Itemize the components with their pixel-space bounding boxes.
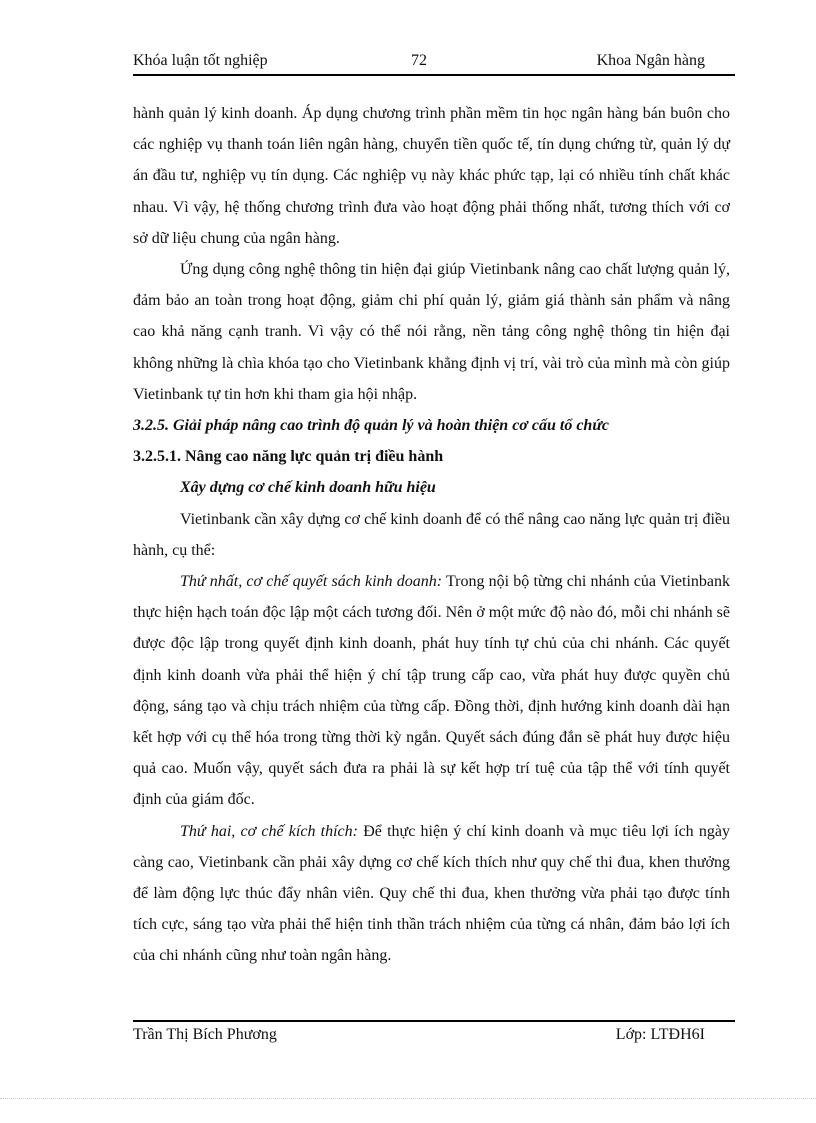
paragraph-4-lead: Thứ nhất, cơ chế quyết sách kinh doanh: xyxy=(180,573,443,591)
paragraph-2: Ứng dụng công nghệ thông tin hiện đại giúp Vietinbank nâng cao chất lượng quản lý, đảm bảo an toàn trong hoạt động, giảm chi phí quản lý, giảm giá thành sản phẩm và nâng cao khả năng cạnh tranh. Vì vậy có thể nói rằng, nền tảng công nghệ thông tin hiện đại không những là chìa khóa tạo cho Vietinbank khẳng định vị trí, vài trò của mình mà còn giúp Vietinbank tự tin hơn khi tham gia hội nhập. xyxy=(133,261,730,403)
section-heading-3-2-5: 3.2.5. Giải pháp nâng cao trình độ quản lý và hoàn thiện cơ cấu tổ chức xyxy=(133,417,610,435)
section-heading-3-2-5-1: 3.2.5.1. Nâng cao năng lực quản trị điều hành xyxy=(133,448,444,466)
page-boundary-divider xyxy=(0,1098,816,1099)
page-body xyxy=(133,98,730,972)
paragraph-5 xyxy=(133,816,730,972)
paragraph-5-text: Để thực hiện ý chí kinh doanh và mục tiêu lợi ích ngày càng cao, Vietinbank cần phải xây dựng cơ chế kích thích như quy chế thi đua, khen thưởng để làm động lực thúc đẩy nhân viên. Quy chế thi đua, khen thưởng vừa phải tạo được tính tích cực, sáng tạo vừa phải thể hiện tinh thần trách nhiệm của từng cá nhân, đảm bảo lợi ích của chi nhánh cũng như toàn ngân hàng. xyxy=(133,822,730,965)
paragraph-5-lead: Thứ hai, cơ chế kích thích: xyxy=(180,822,358,840)
paragraph-1: hành quản lý kinh doanh. Áp dụng chương trình phần mềm tin học ngân hàng bán buôn cho các nghiệp vụ thanh toán liên ngân hàng, chuyển tiền quốc tế, tín dụng chứng từ, quản lý dự án đầu tư, nghiệp vụ tín dụng. Các nghiệp vụ này khác phức tạp, lại có nhiều tính chất khác nhau. Vì vậy, hệ thống chương trình đưa vào hoạt động phải thống nhất, tương thích với cơ sở dữ liệu chung của ngân hàng. xyxy=(133,105,730,247)
paragraph-3: Vietinbank cần xây dựng cơ chế kinh doanh để có thể nâng cao năng lực quản trị điều hành, cụ thể: xyxy=(133,510,730,559)
page-header xyxy=(133,50,735,76)
paragraph-4 xyxy=(133,566,730,816)
footer-author: Trần Thị Bích Phương xyxy=(133,1026,277,1043)
paragraph-4-text: Trong nội bộ từng chi nhánh của Vietinbank thực hiện hạch toán độc lập một cách tương đối. Nên ở một mức độ nào đó, mỗi chi nhánh sẽ được độc lập trong quyết định kinh doanh, phát huy tính tự chủ của chi nhánh. Các quyết định kinh doanh vừa phải thể hiện ý chí tập trung cấp cao, vừa phát huy được quyền chủ động, sáng tạo và chịu trách nhiệm của từng cấp. Đồng thời, định hướng kinh doanh dài hạn kết hợp với cụ thể hóa trong từng thời kỳ ngắn. Quyết sách đúng đắn sẽ phát huy được hiệu quả cao. Muốn vậy, quyết sách đưa ra phải là sự kết hợp trí tuệ của tập thể với tính quyết định của giám đốc. xyxy=(133,573,731,809)
page-footer xyxy=(133,1020,735,1048)
header-thesis-title: Khóa luận tốt nghiệp xyxy=(133,52,268,69)
header-faculty: Khoa Ngân hàng xyxy=(596,52,705,69)
header-page-number: 72 xyxy=(411,52,427,69)
footer-class: Lớp: LTĐH6I xyxy=(615,1026,705,1043)
subheading-business-mechanism: Xây dựng cơ chế kinh doanh hữu hiệu xyxy=(180,479,436,497)
